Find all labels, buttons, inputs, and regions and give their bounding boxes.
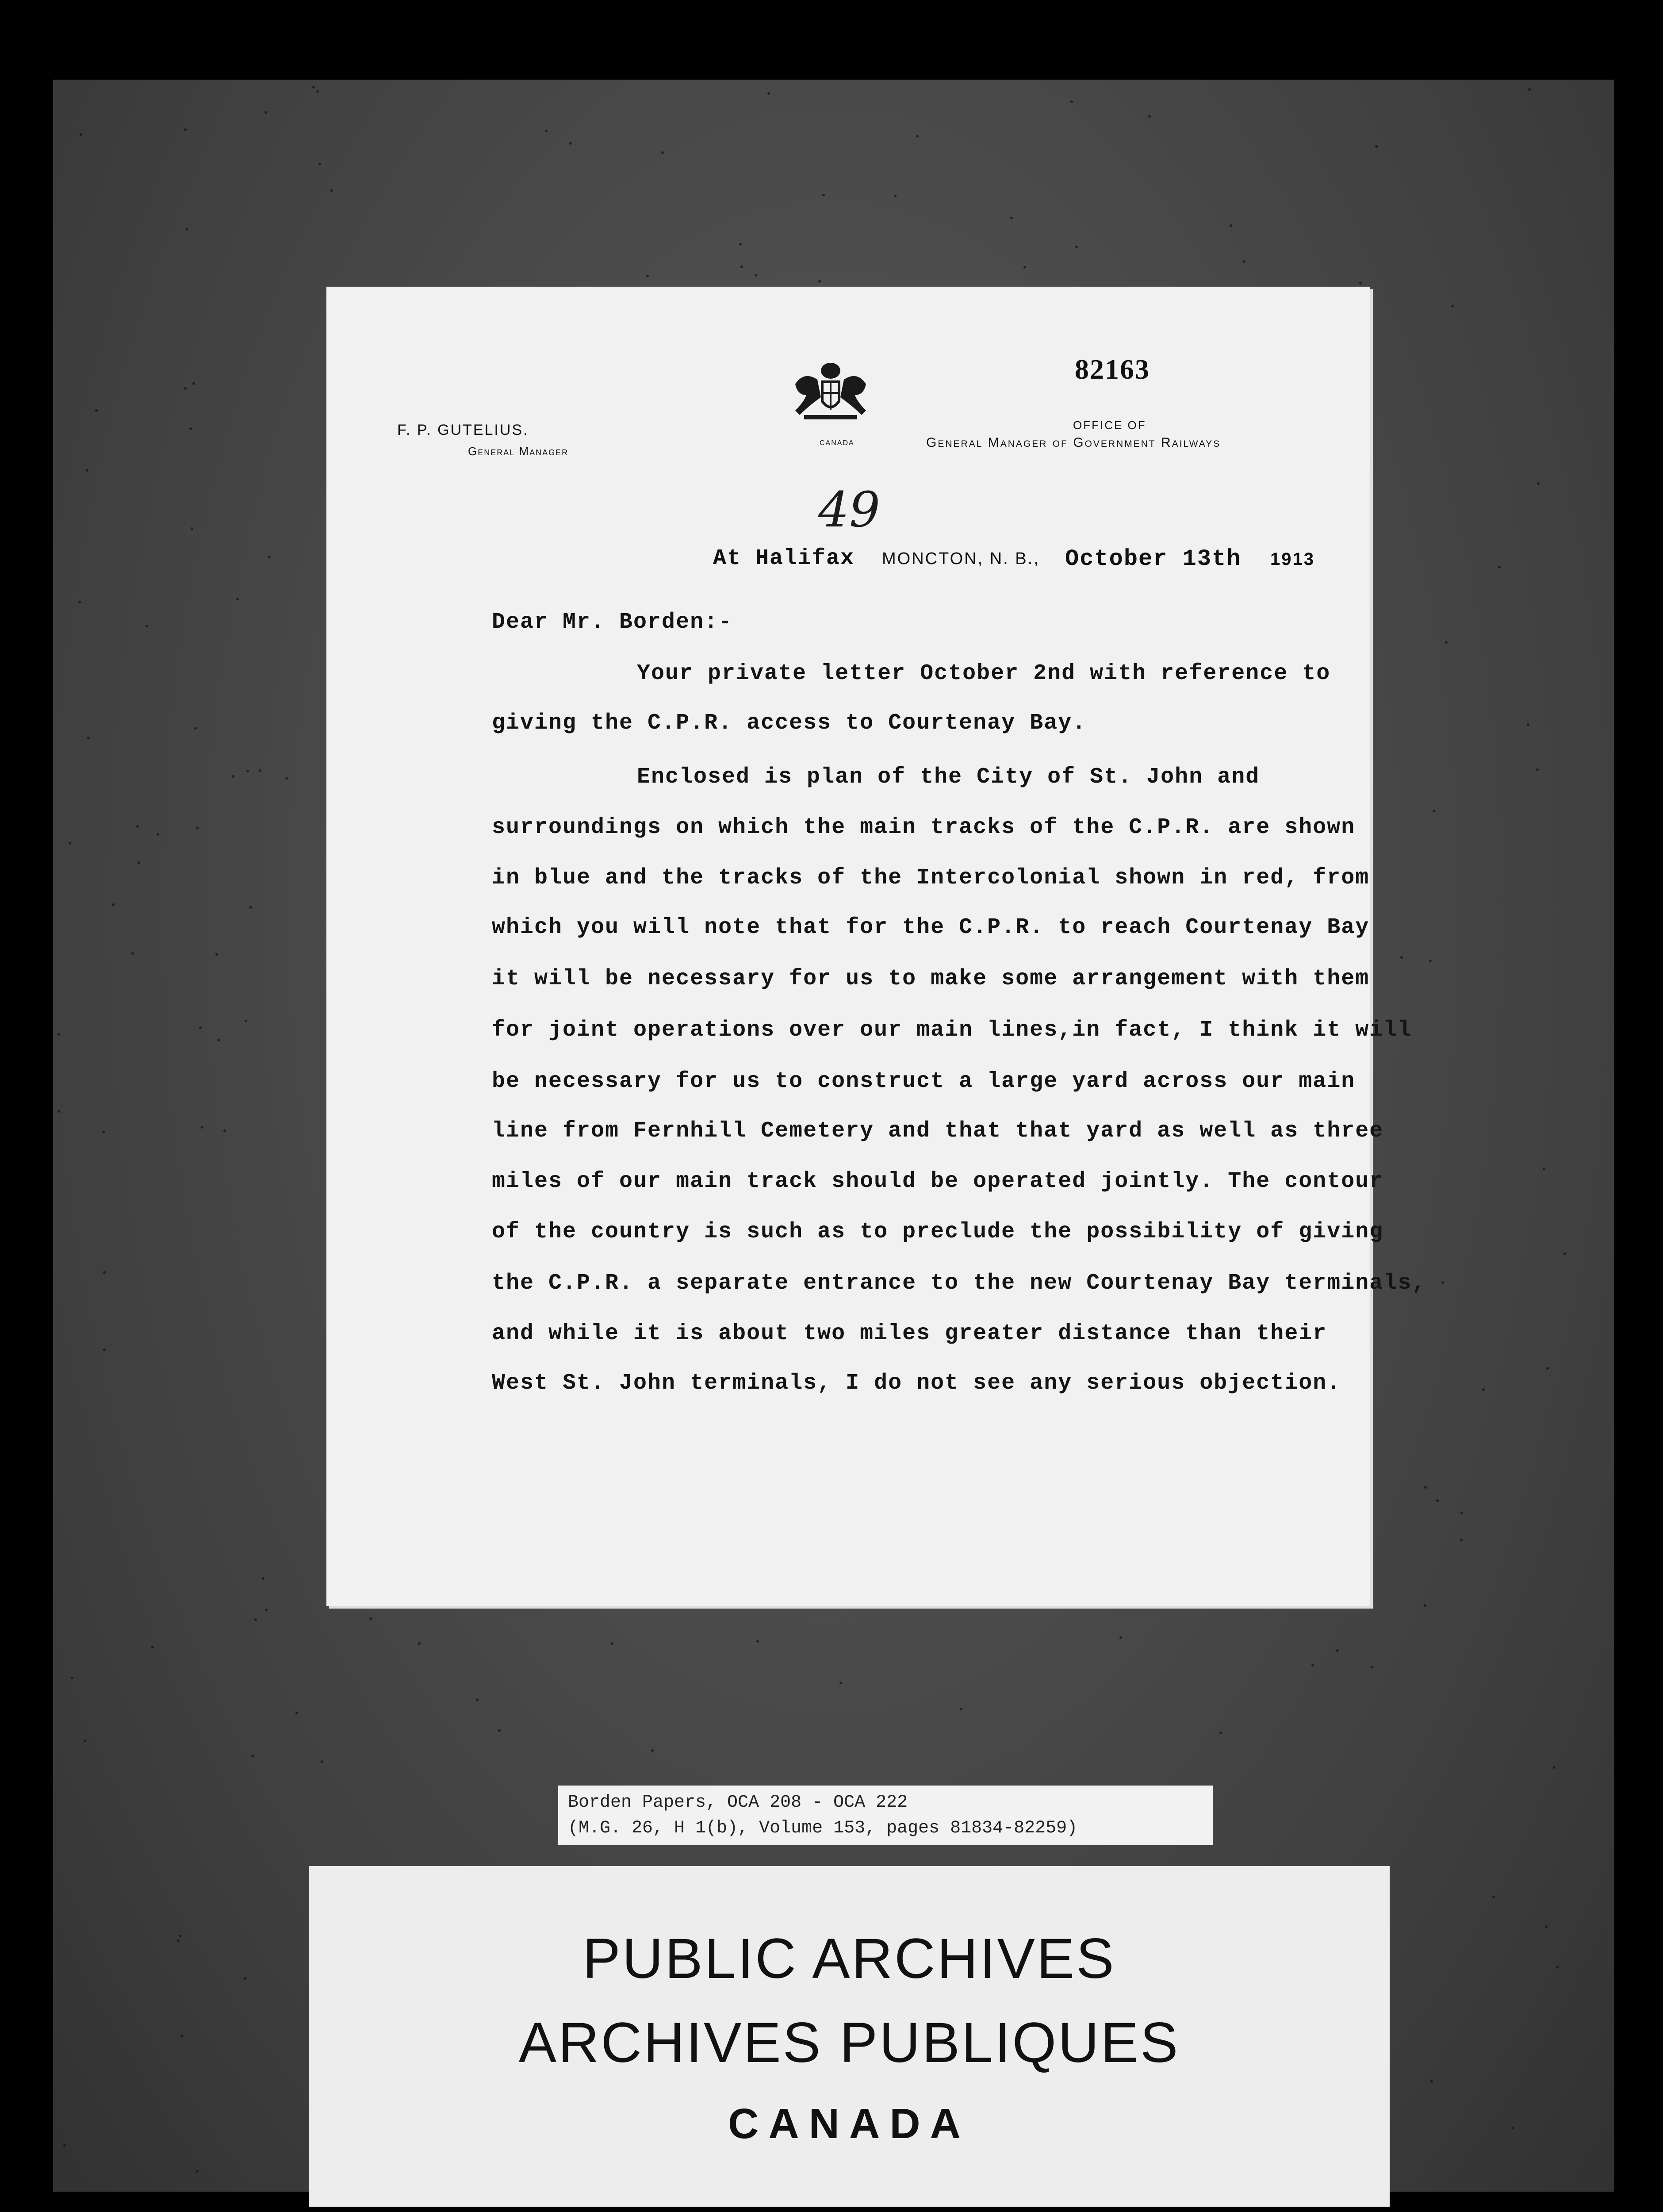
film-speck <box>84 1740 86 1742</box>
archive-label-card <box>309 1866 1390 2207</box>
film-speck <box>822 194 825 196</box>
letter-line: which you will note that for the C.P.R. to reach Courtenay Bay <box>492 915 1370 940</box>
film-speck <box>369 1617 372 1620</box>
film-speck <box>69 842 71 845</box>
citation-line: Borden Papers, OCA 208 - OCA 222 <box>568 1793 908 1813</box>
film-speck <box>268 556 271 558</box>
document-number: 82163 <box>1075 353 1150 385</box>
film-speck <box>321 1760 323 1763</box>
film-speck <box>818 280 821 283</box>
film-speck <box>1553 1766 1556 1769</box>
film-speck <box>839 1682 842 1684</box>
film-speck <box>199 1026 202 1029</box>
film-speck <box>184 387 187 390</box>
letter-year: 1913 <box>1270 549 1315 569</box>
film-speck <box>646 275 649 277</box>
film-speck <box>80 133 82 136</box>
film-speck <box>1010 217 1013 219</box>
film-speck <box>960 1708 962 1710</box>
film-speck <box>254 1618 257 1621</box>
film-speck <box>1148 115 1151 118</box>
handwritten-mark: 49 <box>818 481 880 538</box>
film-speck <box>71 1677 73 1679</box>
film-speck <box>251 1755 254 1757</box>
film-speck <box>1375 145 1378 148</box>
letter-line: the C.P.R. a separate entrance to the new Courtenay Bay terminals, <box>492 1271 1426 1296</box>
coat-of-arms-icon <box>786 357 875 424</box>
film-speck <box>177 1939 180 1942</box>
film-speck <box>196 827 199 830</box>
film-speck <box>194 727 197 730</box>
letter-line: Your private letter October 2nd with reference to <box>637 661 1331 686</box>
film-speck <box>498 1729 501 1732</box>
film-speck <box>146 625 148 627</box>
film-speck <box>181 2035 184 2037</box>
film-speck <box>1545 1925 1548 1928</box>
film-speck <box>259 769 261 772</box>
film-speck <box>1424 1604 1426 1607</box>
film-speck <box>102 1131 105 1133</box>
film-speck <box>57 1033 60 1036</box>
film-speck <box>739 243 742 246</box>
film-speck <box>151 1646 154 1648</box>
film-speck <box>265 1609 268 1611</box>
film-speck <box>223 1129 226 1132</box>
letter-line: in blue and the tracks of the Intercolonial shown in red, from <box>492 865 1370 891</box>
film-speck <box>1536 768 1539 771</box>
salutation: Dear Mr. Borden:- <box>492 610 733 635</box>
film-speck <box>1546 1367 1549 1370</box>
crest-caption: CANADA <box>820 439 854 447</box>
archive-label-country: CANADA <box>728 2100 970 2147</box>
archive-label-english: PUBLIC ARCHIVES <box>582 1927 1116 1990</box>
film-speck <box>138 861 140 864</box>
letter-line: and while it is about two miles greater distance than their <box>492 1321 1327 1346</box>
citation-line: (M.G. 26, H 1(b), Volume 153, pages 81834-82259) <box>568 1818 1078 1838</box>
film-border-left <box>0 0 53 2212</box>
letter-line: Enclosed is plan of the City of St. John and <box>637 764 1260 790</box>
film-speck <box>295 1712 298 1714</box>
archive-label-french: ARCHIVES PUBLIQUES <box>518 2011 1180 2074</box>
film-speck <box>245 1020 247 1022</box>
letter-line: it will be necessary for us to make some arrangement with them <box>492 966 1370 991</box>
letter-line: be necessary for us to construct a large yard across our main <box>492 1069 1356 1094</box>
film-speck <box>112 903 115 906</box>
film-speck <box>192 382 195 385</box>
letter-page <box>326 287 1426 1606</box>
film-speck <box>1451 305 1454 307</box>
film-speck <box>1498 566 1501 568</box>
sender-name: F. P. GUTELIUS. <box>397 422 529 438</box>
film-speck <box>1429 960 1432 962</box>
office-title: General Manager of Government Railways <box>926 435 1221 450</box>
film-speck <box>756 1640 759 1643</box>
typed-place: At Halifax <box>713 546 855 571</box>
film-speck <box>1075 246 1078 248</box>
letter-line: for joint operations over our main lines,in fact, I think it will <box>492 1018 1412 1043</box>
film-border-right <box>1614 0 1663 2212</box>
film-speck <box>545 130 548 132</box>
letter-line: miles of our main track should be operated jointly. The contour <box>492 1169 1384 1194</box>
letter-line: line from Fernhill Cemetery and that that yard as well as three <box>492 1118 1384 1144</box>
letter-line: West St. John terminals, I do not see any serious objection. <box>492 1371 1341 1396</box>
film-speck <box>1482 1388 1485 1391</box>
office-label: OFFICE OF <box>1073 419 1146 432</box>
film-speck <box>611 1642 613 1645</box>
film-speck <box>1336 1649 1339 1652</box>
film-speck <box>262 1577 264 1580</box>
film-speck <box>1433 810 1435 812</box>
film-speck <box>1528 88 1531 91</box>
letter-line: of the country is such as to preclude the possibility of giving <box>492 1219 1384 1244</box>
letter-date: October 13th <box>1065 546 1242 572</box>
printed-place: MONCTON, N. B., <box>882 549 1040 568</box>
film-speck <box>249 906 252 909</box>
film-speck <box>78 601 81 603</box>
film-speck <box>569 142 572 145</box>
film-speck <box>418 1642 421 1645</box>
film-speck <box>767 92 770 95</box>
film-speck <box>1445 641 1448 644</box>
film-speck <box>1511 2127 1514 2129</box>
film-speck <box>86 469 88 472</box>
film-speck <box>1119 1636 1122 1639</box>
film-speck <box>1543 1167 1545 1170</box>
film-speck <box>916 135 919 138</box>
letter-line: surroundings on which the main tracks of the C.P.R. are shown <box>492 815 1356 840</box>
letter-line: giving the C.P.R. access to Courtenay Bay. <box>492 710 1087 736</box>
sender-title: General Manager <box>468 445 569 458</box>
film-border-top <box>0 0 1663 80</box>
film-speck <box>1311 1664 1314 1667</box>
citation-slip <box>558 1786 1213 1845</box>
film-speck <box>215 953 218 956</box>
film-speck <box>264 111 267 114</box>
